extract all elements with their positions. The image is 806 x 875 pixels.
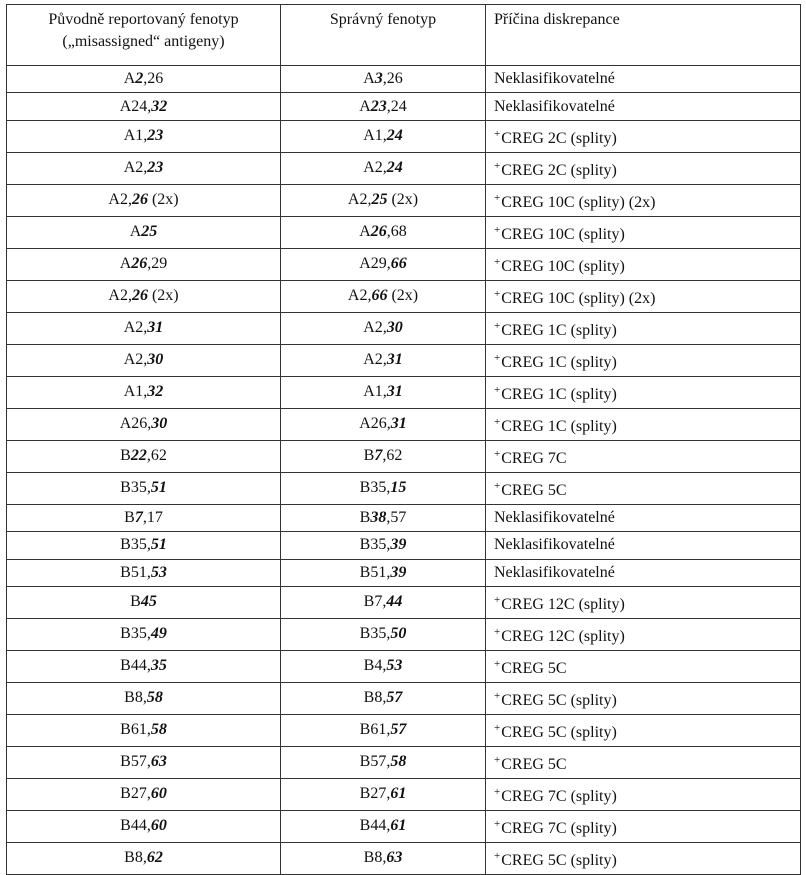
table-row <box>7 66 801 93</box>
discrepancy-cause-cell <box>486 559 801 586</box>
table-row <box>7 248 801 280</box>
original-phenotype-cell <box>7 682 281 714</box>
correct-phenotype-cell <box>281 93 486 120</box>
original-phenotype-cell-prefix: B44, <box>120 817 151 835</box>
correct-phenotype-cell-prefix: B8, <box>363 849 387 867</box>
original-phenotype-cell <box>7 810 281 842</box>
correct-phenotype-cell-suffix: (2x) <box>387 191 419 209</box>
correct-phenotype-cell-prefix: A29, <box>359 255 391 273</box>
plus-marker: + <box>494 593 501 606</box>
original-phenotype-cell-prefix: A2, <box>123 351 148 369</box>
correct-phenotype-cell <box>281 408 486 440</box>
plus-marker: + <box>494 689 501 702</box>
original-phenotype-cell-prefix: B <box>120 447 131 465</box>
original-phenotype-cell-antigen: 35 <box>150 657 167 675</box>
correct-phenotype-cell <box>281 440 486 472</box>
correct-phenotype-cell-prefix: A <box>359 223 371 241</box>
original-phenotype-cell-prefix: A26, <box>119 415 152 433</box>
discrepancy-cause-cell <box>486 408 801 440</box>
header-row <box>7 5 801 66</box>
original-phenotype-cell <box>7 618 281 650</box>
original-phenotype-cell-antigen: 7 <box>134 508 143 526</box>
plus-marker: + <box>494 753 501 766</box>
correct-phenotype-cell-prefix: A26, <box>359 415 391 433</box>
cause-text: CREG 10C (splity) <box>501 257 625 275</box>
correct-phenotype-cell-antigen: 39 <box>390 536 407 554</box>
table-row <box>7 778 801 810</box>
discrepancy-cause-cell <box>486 280 801 312</box>
correct-phenotype-cell-suffix: (2x) <box>387 287 419 305</box>
table-row <box>7 280 801 312</box>
original-phenotype-cell <box>7 66 281 93</box>
table-row <box>7 714 801 746</box>
correct-phenotype-cell-suffix: ,24 <box>386 97 407 115</box>
correct-phenotype-cell-prefix: A <box>359 97 371 115</box>
original-phenotype-cell-prefix: A2, <box>108 287 132 305</box>
cause-text: CREG 5C <box>501 659 567 677</box>
original-phenotype-cell-prefix: A <box>129 223 142 241</box>
correct-phenotype-cell-antigen: 58 <box>390 753 407 771</box>
correct-phenotype-cell-prefix: A2, <box>363 351 387 369</box>
original-phenotype-cell-antigen: 22 <box>130 447 147 465</box>
original-phenotype-cell-prefix: B44, <box>120 657 151 675</box>
table-row <box>7 216 801 248</box>
correct-phenotype-cell-prefix: A <box>363 70 375 88</box>
correct-phenotype-cell <box>281 344 486 376</box>
discrepancy-cause-cell <box>486 184 801 216</box>
cause-text: CREG 2C (splity) <box>501 129 617 147</box>
original-phenotype-cell-prefix: B8, <box>124 689 147 707</box>
correct-phenotype-cell-antigen: 53 <box>386 657 403 675</box>
original-phenotype-cell <box>7 440 281 472</box>
table-row <box>7 184 801 216</box>
original-phenotype-cell-antigen: 26 <box>131 191 148 209</box>
correct-phenotype-cell <box>281 66 486 93</box>
original-phenotype-cell-prefix: A1, <box>123 383 148 401</box>
original-phenotype-cell-antigen: 51 <box>150 536 167 554</box>
original-phenotype-cell-antigen: 53 <box>150 563 167 581</box>
original-phenotype-cell <box>7 93 281 120</box>
table-row <box>7 586 801 618</box>
original-phenotype-cell-antigen: 51 <box>150 479 167 497</box>
correct-phenotype-cell-antigen: 50 <box>390 625 407 643</box>
correct-phenotype-cell <box>281 618 486 650</box>
original-phenotype-cell-suffix: ,17 <box>142 508 163 526</box>
plus-marker: + <box>494 159 501 172</box>
table-row <box>7 618 801 650</box>
cause-text: CREG 7C (splity) <box>501 819 617 837</box>
original-phenotype-cell <box>7 532 281 559</box>
cause-text: CREG 1C (splity) <box>501 385 617 403</box>
cause-text: CREG 10C (splity) (2x) <box>501 289 656 307</box>
correct-phenotype-cell-antigen: 23 <box>370 97 387 115</box>
correct-phenotype-cell-prefix: B <box>359 508 371 526</box>
correct-phenotype-cell-prefix: B <box>363 447 375 465</box>
original-phenotype-cell-antigen: 23 <box>147 159 164 177</box>
original-phenotype-cell-prefix: B35, <box>120 479 151 497</box>
original-phenotype-cell-suffix: ,62 <box>146 447 167 465</box>
discrepancy-cause-cell <box>486 618 801 650</box>
discrepancy-cause-cell <box>486 842 801 874</box>
table-row <box>7 344 801 376</box>
original-phenotype-cell-antigen: 63 <box>150 753 167 771</box>
original-phenotype-cell <box>7 778 281 810</box>
table-row <box>7 810 801 842</box>
correct-phenotype-cell <box>281 376 486 408</box>
plus-marker: + <box>494 415 501 428</box>
plus-marker: + <box>494 721 501 734</box>
table-row <box>7 376 801 408</box>
correct-phenotype-cell <box>281 746 486 778</box>
correct-phenotype-cell-prefix: A2, <box>363 159 387 177</box>
correct-phenotype-cell-antigen: 63 <box>386 849 403 867</box>
original-phenotype-cell <box>7 120 281 152</box>
correct-phenotype-cell-antigen: 26 <box>370 223 387 241</box>
plus-marker: + <box>494 127 501 140</box>
discrepancy-cause-cell <box>486 312 801 344</box>
original-phenotype-cell-antigen: 26 <box>131 255 148 273</box>
discrepancy-cause-cell <box>486 248 801 280</box>
table-header <box>7 5 801 66</box>
correct-phenotype-cell <box>281 216 486 248</box>
discrepancy-cause-cell <box>486 472 801 504</box>
correct-phenotype-cell-suffix: ,26 <box>382 70 403 88</box>
original-phenotype-cell-prefix: B35, <box>120 625 151 643</box>
correct-phenotype-cell-antigen: 15 <box>390 479 407 497</box>
correct-phenotype-cell <box>281 650 486 682</box>
original-phenotype-cell <box>7 216 281 248</box>
plus-marker: + <box>494 785 501 798</box>
header-correct-phenotype: Správný fenotyp <box>281 5 486 66</box>
cause-text: Neklasifikovatelné <box>494 536 615 554</box>
correct-phenotype-cell-suffix: ,62 <box>382 447 403 465</box>
plus-marker: + <box>494 383 501 396</box>
original-phenotype-cell-suffix: ,29 <box>147 255 168 273</box>
cause-text: CREG 5C (splity) <box>501 851 617 869</box>
original-phenotype-cell <box>7 746 281 778</box>
correct-phenotype-cell-prefix: B4, <box>363 657 387 675</box>
original-phenotype-cell-antigen: 45 <box>140 593 157 611</box>
original-phenotype-cell-prefix: B57, <box>120 753 151 771</box>
correct-phenotype-cell <box>281 248 486 280</box>
discrepancy-cause-cell <box>486 586 801 618</box>
correct-phenotype-cell-suffix: ,68 <box>386 223 407 241</box>
discrepancy-cause-cell <box>486 532 801 559</box>
correct-phenotype-cell-antigen: 66 <box>371 287 388 305</box>
correct-phenotype-cell-prefix: B7, <box>363 593 387 611</box>
cause-text: CREG 7C <box>501 449 567 467</box>
table-body <box>7 66 801 875</box>
table-row <box>7 440 801 472</box>
plus-marker: + <box>494 657 501 670</box>
cause-text: CREG 2C (splity) <box>501 161 617 179</box>
original-phenotype-cell <box>7 248 281 280</box>
correct-phenotype-cell-antigen: 7 <box>374 447 383 465</box>
correct-phenotype-cell-prefix: B8, <box>363 689 387 707</box>
original-phenotype-cell-antigen: 62 <box>146 849 163 867</box>
original-phenotype-cell <box>7 408 281 440</box>
correct-phenotype-cell-prefix: B57, <box>359 753 391 771</box>
original-phenotype-cell-antigen: 31 <box>147 319 164 337</box>
original-phenotype-cell-prefix: A1, <box>123 127 148 145</box>
correct-phenotype-cell <box>281 120 486 152</box>
cause-text: CREG 10C (splity) <box>501 225 625 243</box>
plus-marker: + <box>494 319 501 332</box>
table-row <box>7 682 801 714</box>
table-row <box>7 746 801 778</box>
original-phenotype-cell-prefix: A2, <box>123 159 148 177</box>
discrepancy-cause-cell <box>486 66 801 93</box>
header-original-line2: („misassigned“ antigeny) <box>62 33 225 50</box>
original-phenotype-cell-antigen: 60 <box>150 785 167 803</box>
cause-text: CREG 5C <box>501 755 567 773</box>
discrepancy-cause-cell <box>486 440 801 472</box>
correct-phenotype-cell-antigen: 39 <box>390 563 407 581</box>
cause-text: Neklasifikovatelné <box>494 563 615 581</box>
header-original-phenotype <box>7 5 281 66</box>
correct-phenotype-cell <box>281 714 486 746</box>
original-phenotype-cell <box>7 472 281 504</box>
cause-text: CREG 1C (splity) <box>501 353 617 371</box>
cause-text: CREG 5C (splity) <box>501 723 617 741</box>
original-phenotype-cell <box>7 842 281 874</box>
table-row <box>7 650 801 682</box>
correct-phenotype-cell-prefix: B44, <box>359 817 391 835</box>
correct-phenotype-cell-antigen: 57 <box>390 721 407 739</box>
correct-phenotype-cell-antigen: 24 <box>386 159 403 177</box>
discrepancy-cause-cell <box>486 216 801 248</box>
original-phenotype-cell <box>7 280 281 312</box>
correct-phenotype-cell-antigen: 66 <box>390 255 407 273</box>
original-phenotype-cell-antigen: 32 <box>151 97 168 115</box>
plus-marker: + <box>494 625 501 638</box>
cause-text: Neklasifikovatelné <box>494 508 615 526</box>
discrepancy-cause-cell <box>486 650 801 682</box>
cause-text: CREG 1C (splity) <box>501 321 617 339</box>
plus-marker: + <box>494 287 501 300</box>
correct-phenotype-cell-antigen: 44 <box>386 593 403 611</box>
original-phenotype-cell <box>7 376 281 408</box>
original-phenotype-cell-antigen: 23 <box>147 127 164 145</box>
original-phenotype-cell <box>7 586 281 618</box>
original-phenotype-cell-prefix: B27, <box>120 785 151 803</box>
original-phenotype-cell-suffix: (2x) <box>147 191 179 209</box>
original-phenotype-cell-antigen: 49 <box>150 625 167 643</box>
header-discrepancy-cause: Příčina diskrepance <box>486 5 801 66</box>
cause-text: CREG 12C (splity) <box>501 627 625 645</box>
discrepancy-cause-cell <box>486 810 801 842</box>
original-phenotype-cell-prefix: B <box>130 593 141 611</box>
original-phenotype-cell-prefix: A2, <box>108 191 132 209</box>
plus-marker: + <box>494 191 501 204</box>
correct-phenotype-cell-antigen: 3 <box>374 70 383 88</box>
correct-phenotype-cell <box>281 184 486 216</box>
discrepancy-cause-cell <box>486 152 801 184</box>
correct-phenotype-cell-prefix: A2, <box>347 287 372 305</box>
table-row <box>7 504 801 531</box>
original-phenotype-cell-antigen: 26 <box>131 287 148 305</box>
original-phenotype-cell-suffix: (2x) <box>147 287 179 305</box>
plus-marker: + <box>494 817 501 830</box>
correct-phenotype-cell-prefix: A2, <box>347 191 372 209</box>
cause-text: CREG 7C (splity) <box>501 787 617 805</box>
correct-phenotype-cell-prefix: A2, <box>363 319 387 337</box>
original-phenotype-cell <box>7 504 281 531</box>
original-phenotype-cell <box>7 650 281 682</box>
correct-phenotype-cell <box>281 504 486 531</box>
correct-phenotype-cell-antigen: 61 <box>390 817 407 835</box>
correct-phenotype-cell <box>281 586 486 618</box>
original-phenotype-cell-prefix: A2, <box>123 319 148 337</box>
original-phenotype-cell-antigen: 30 <box>151 415 168 433</box>
cause-text: CREG 5C <box>501 481 567 499</box>
discrepancy-cause-cell <box>486 714 801 746</box>
correct-phenotype-cell <box>281 152 486 184</box>
original-phenotype-cell-antigen: 58 <box>146 689 163 707</box>
original-phenotype-cell-prefix: A <box>119 255 132 273</box>
table-row <box>7 93 801 120</box>
original-phenotype-cell <box>7 559 281 586</box>
discrepancy-cause-cell <box>486 344 801 376</box>
original-phenotype-cell-prefix: A24, <box>119 97 152 115</box>
correct-phenotype-cell-antigen: 24 <box>386 127 403 145</box>
correct-phenotype-cell <box>281 312 486 344</box>
correct-phenotype-cell-prefix: B51, <box>359 563 391 581</box>
discrepancy-cause-cell <box>486 746 801 778</box>
plus-marker: + <box>494 447 501 460</box>
original-phenotype-cell-antigen: 58 <box>150 721 167 739</box>
correct-phenotype-cell-prefix: A1, <box>363 383 387 401</box>
correct-phenotype-cell-suffix: ,57 <box>386 508 407 526</box>
header-original-line1: Původně reportovaný fenotyp <box>48 11 239 28</box>
original-phenotype-cell-antigen: 2 <box>135 70 144 88</box>
original-phenotype-cell-prefix: B51, <box>120 563 151 581</box>
correct-phenotype-cell-prefix: B61, <box>359 721 391 739</box>
correct-phenotype-cell-prefix: A1, <box>363 127 387 145</box>
discrepancy-cause-cell <box>486 682 801 714</box>
original-phenotype-cell-antigen: 25 <box>141 223 158 241</box>
original-phenotype-cell-prefix: B8, <box>124 849 147 867</box>
correct-phenotype-cell-antigen: 57 <box>386 689 403 707</box>
plus-marker: + <box>494 849 501 862</box>
table-row <box>7 312 801 344</box>
discrepancy-cause-cell <box>486 120 801 152</box>
plus-marker: + <box>494 479 501 492</box>
correct-phenotype-cell-prefix: B35, <box>359 536 391 554</box>
original-phenotype-cell-antigen: 30 <box>147 351 164 369</box>
correct-phenotype-cell <box>281 472 486 504</box>
cause-text: CREG 1C (splity) <box>501 417 617 435</box>
correct-phenotype-cell-antigen: 31 <box>390 415 407 433</box>
discrepancy-table <box>6 4 801 875</box>
correct-phenotype-cell-antigen: 61 <box>390 785 407 803</box>
correct-phenotype-cell <box>281 532 486 559</box>
cause-text: Neklasifikovatelné <box>494 70 615 88</box>
discrepancy-cause-cell <box>486 376 801 408</box>
correct-phenotype-cell-prefix: B35, <box>359 479 391 497</box>
correct-phenotype-cell-antigen: 31 <box>386 351 403 369</box>
original-phenotype-cell <box>7 312 281 344</box>
plus-marker: + <box>494 223 501 236</box>
original-phenotype-cell <box>7 714 281 746</box>
cause-text: CREG 12C (splity) <box>501 595 625 613</box>
correct-phenotype-cell <box>281 682 486 714</box>
correct-phenotype-cell-antigen: 31 <box>386 383 403 401</box>
correct-phenotype-cell-antigen: 25 <box>371 191 388 209</box>
original-phenotype-cell-antigen: 60 <box>150 817 167 835</box>
table-row <box>7 408 801 440</box>
original-phenotype-cell-prefix: B <box>124 508 135 526</box>
original-phenotype-cell-prefix: A <box>123 70 136 88</box>
original-phenotype-cell-prefix: B35, <box>120 536 151 554</box>
correct-phenotype-cell <box>281 280 486 312</box>
original-phenotype-cell-antigen: 32 <box>147 383 164 401</box>
original-phenotype-cell <box>7 184 281 216</box>
correct-phenotype-cell-prefix: B27, <box>359 785 391 803</box>
correct-phenotype-cell <box>281 842 486 874</box>
table-row <box>7 120 801 152</box>
original-phenotype-cell <box>7 152 281 184</box>
plus-marker: + <box>494 351 501 364</box>
discrepancy-cause-cell <box>486 778 801 810</box>
correct-phenotype-cell-antigen: 38 <box>370 508 387 526</box>
original-phenotype-cell-suffix: ,26 <box>143 70 164 88</box>
correct-phenotype-cell <box>281 810 486 842</box>
table-row <box>7 152 801 184</box>
correct-phenotype-cell-antigen: 30 <box>386 319 403 337</box>
original-phenotype-cell <box>7 344 281 376</box>
correct-phenotype-cell-prefix: B35, <box>359 625 391 643</box>
cause-text: CREG 5C (splity) <box>501 691 617 709</box>
original-phenotype-cell-prefix: B61, <box>120 721 151 739</box>
cause-text: Neklasifikovatelné <box>494 97 615 115</box>
discrepancy-cause-cell <box>486 504 801 531</box>
correct-phenotype-cell <box>281 559 486 586</box>
discrepancy-cause-cell <box>486 93 801 120</box>
table-row <box>7 842 801 874</box>
plus-marker: + <box>494 255 501 268</box>
table-row <box>7 472 801 504</box>
table-row <box>7 559 801 586</box>
table-row <box>7 532 801 559</box>
correct-phenotype-cell <box>281 778 486 810</box>
cause-text: CREG 10C (splity) (2x) <box>501 193 656 211</box>
